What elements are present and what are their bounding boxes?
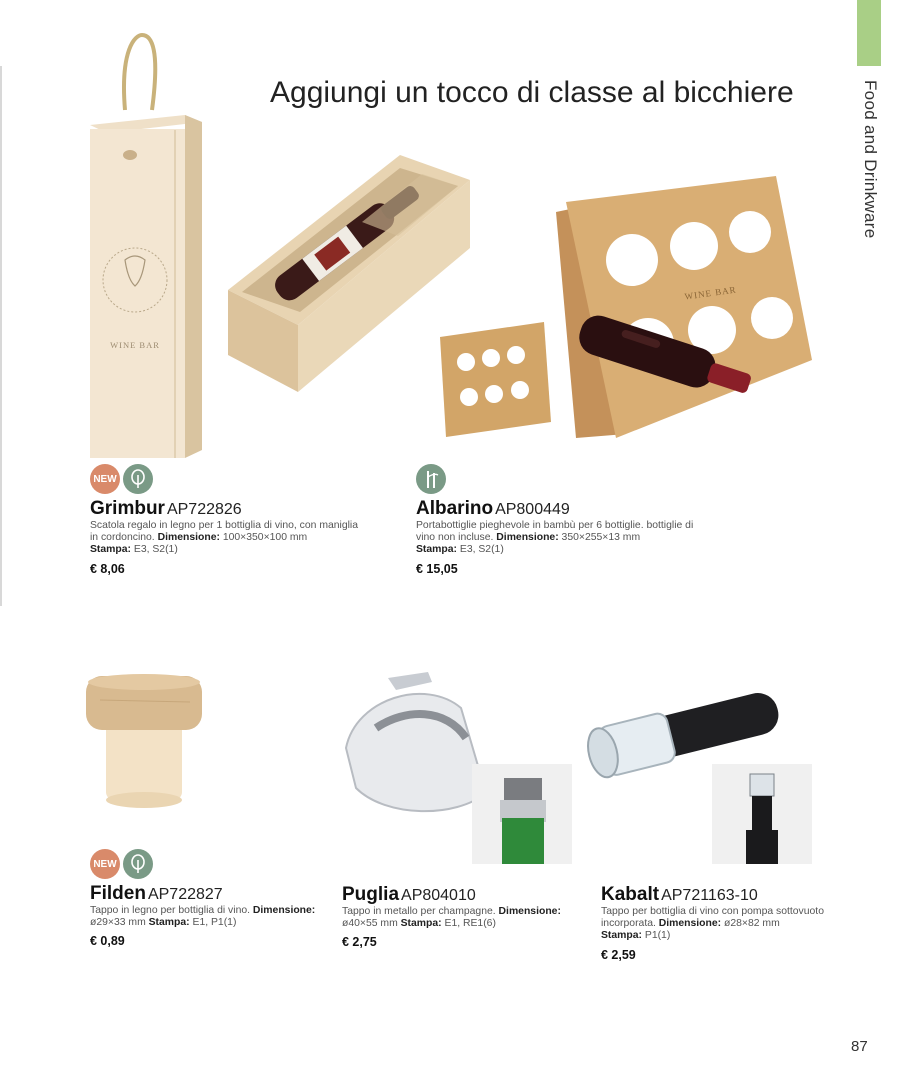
product-description: Tappo per bottiglia di vino con pompa sottovuoto incorporata. Dimensione: ø28×82 mm xyxy=(601,906,824,930)
product-code: AP804010 xyxy=(401,887,476,904)
rack-engraving: WINE BAR xyxy=(684,284,738,302)
product-code: AP721163-10 xyxy=(661,887,758,904)
bamboo-rack-image xyxy=(436,172,818,440)
page-edge xyxy=(0,66,2,606)
page-headline: Aggiungi un tocco di classe al bicchiere xyxy=(270,76,794,109)
badge-row xyxy=(90,849,390,879)
product-title xyxy=(601,884,900,906)
product-description: Tappo in metallo per champagne. Dimensione: ø40×55 mm Stampa: E1, RE1(6) xyxy=(342,906,561,930)
product-description: Portabottiglie pieghevole in bambù per 6 bottiglie. bottiglie di vino non incluse. Dimensione: 350×255×13 mm xyxy=(416,520,694,544)
bamboo-icon xyxy=(416,464,446,494)
box-engraving: WINE BAR xyxy=(110,340,160,350)
product-name: Grimbur xyxy=(90,498,165,519)
eco-tree-icon xyxy=(123,849,153,879)
product-title xyxy=(342,884,642,906)
new-badge: NEW xyxy=(90,849,120,879)
product-grimbur xyxy=(90,464,390,576)
product-description: Scatola regalo in legno per 1 bottiglia di vino, con maniglia in cordoncino. Dimensione: 100×350×100 mm xyxy=(90,520,359,544)
product-name: Puglia xyxy=(342,884,400,905)
product-albarino xyxy=(416,464,716,576)
product-title xyxy=(416,498,716,520)
product-name: Filden xyxy=(90,883,146,904)
product-kabalt xyxy=(601,880,900,962)
product-price: € 2,59 xyxy=(601,947,636,962)
product-price: € 8,06 xyxy=(90,561,125,576)
product-name: Albarino xyxy=(416,498,494,519)
product-name: Kabalt xyxy=(601,884,660,905)
new-badge: NEW xyxy=(90,464,120,494)
product-puglia xyxy=(342,880,642,949)
product-code: AP722827 xyxy=(147,886,223,903)
category-label: Food and Drinkware xyxy=(861,80,880,239)
product-stamp: Stampa: E3, S2(1) xyxy=(416,544,504,556)
vacuum-stopper-image xyxy=(580,680,816,870)
product-stamp: Stampa: P1(1) xyxy=(601,930,671,942)
product-price: € 0,89 xyxy=(90,934,125,949)
product-price: € 2,75 xyxy=(342,935,377,950)
page-number: 87 xyxy=(851,1038,868,1055)
champagne-stopper-image xyxy=(336,668,576,868)
eco-tree-icon xyxy=(123,464,153,494)
product-code: AP722826 xyxy=(166,501,242,518)
product-code: AP800449 xyxy=(495,501,570,518)
product-description: Tappo in legno per bottiglia di vino. Dimensione: ø29×33 mm Stampa: E1, P1(1) xyxy=(90,905,316,929)
badge-row xyxy=(90,464,390,494)
badge-row xyxy=(416,464,716,494)
product-title xyxy=(90,498,390,520)
product-price: € 15,05 xyxy=(416,561,458,576)
category-tab xyxy=(857,0,881,66)
product-stamp: Stampa: E3, S2(1) xyxy=(90,544,178,556)
wooden-stopper-image xyxy=(80,670,212,815)
wine-box-image xyxy=(80,30,215,462)
